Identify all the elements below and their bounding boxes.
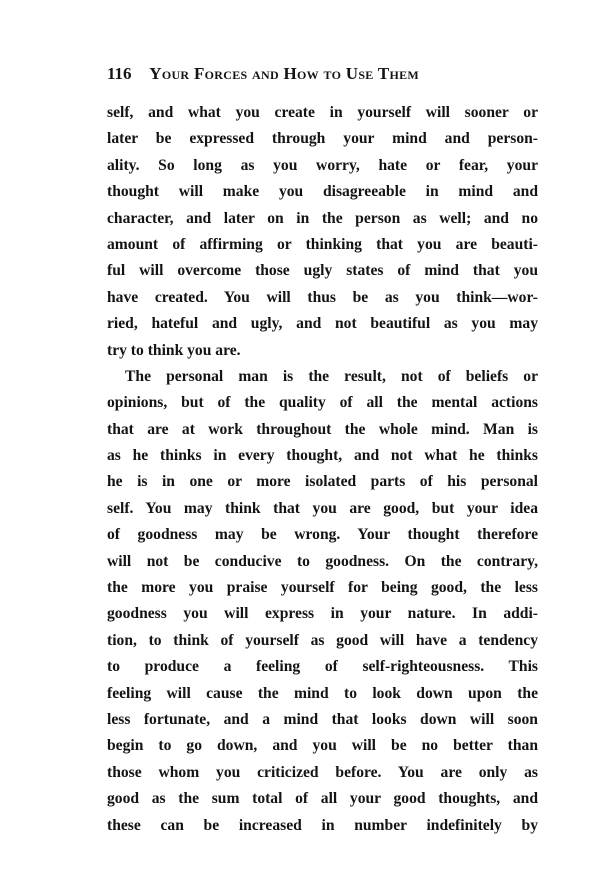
text-line: character, and later on in the person as well; and no [107, 209, 538, 227]
paragraph [107, 100, 538, 364]
text-line: of goodness may be wrong. Your thought therefore [107, 526, 538, 544]
text-line: opinions, but of the quality of all the mental actions [107, 394, 538, 412]
text-line: goodness you will express in your nature. In addi- [107, 605, 538, 623]
text-line: as he thinks in every thought, and not what he thinks [107, 447, 538, 465]
text-line: that are at work throughout the whole mind. Man is [107, 420, 538, 438]
text-line: amount of affirming or thinking that you are beauti- [107, 235, 538, 253]
text-line: will not be conducive to goodness. On the contrary, [107, 552, 538, 570]
text-line: to produce a feeling of self-righteousness. This [107, 658, 538, 676]
text-line: begin to go down, and you will be no better than [107, 737, 538, 755]
text-line: he is in one or more isolated parts of his personal [107, 473, 538, 491]
text-line: the more you praise yourself for being good, the less [107, 579, 538, 597]
text-line: try to think you are. [107, 341, 241, 359]
text-line: these can be increased in number indefinitely by [107, 816, 538, 834]
text-line: self. You may think that you are good, but your idea [107, 499, 538, 517]
text-line: self, and what you create in yourself will sooner or [107, 104, 538, 121]
text-line: The personal man is the result, not of beliefs or [125, 367, 538, 385]
text-line: thought will make you disagreeable in mind and [107, 183, 538, 201]
text-line: ality. So long as you worry, hate or fear, your [107, 156, 538, 174]
text-line: ried, hateful and ugly, and not beautiful as you may [107, 315, 538, 333]
paragraph [107, 364, 538, 839]
text-line: later be expressed through your mind and person- [107, 130, 538, 148]
text-line: tion, to think of yourself as good will have a tendency [107, 631, 538, 649]
running-title: Your Forces and How to Use Them [149, 64, 420, 83]
text-line: feeling will cause the mind to look down upon the [107, 684, 538, 702]
body-text [107, 100, 538, 839]
text-line: less fortunate, and a mind that looks down will soon [107, 710, 538, 728]
text-line: have created. You will thus be as you think—wor- [107, 288, 538, 306]
text-line: good as the sum total of all your good thoughts, and [107, 790, 538, 808]
text-line: ful will overcome those ugly states of mind that you [107, 262, 538, 280]
text-line: those whom you criticized before. You are only as [107, 763, 538, 781]
page-number: 116 [107, 64, 132, 83]
page-header [107, 64, 547, 84]
